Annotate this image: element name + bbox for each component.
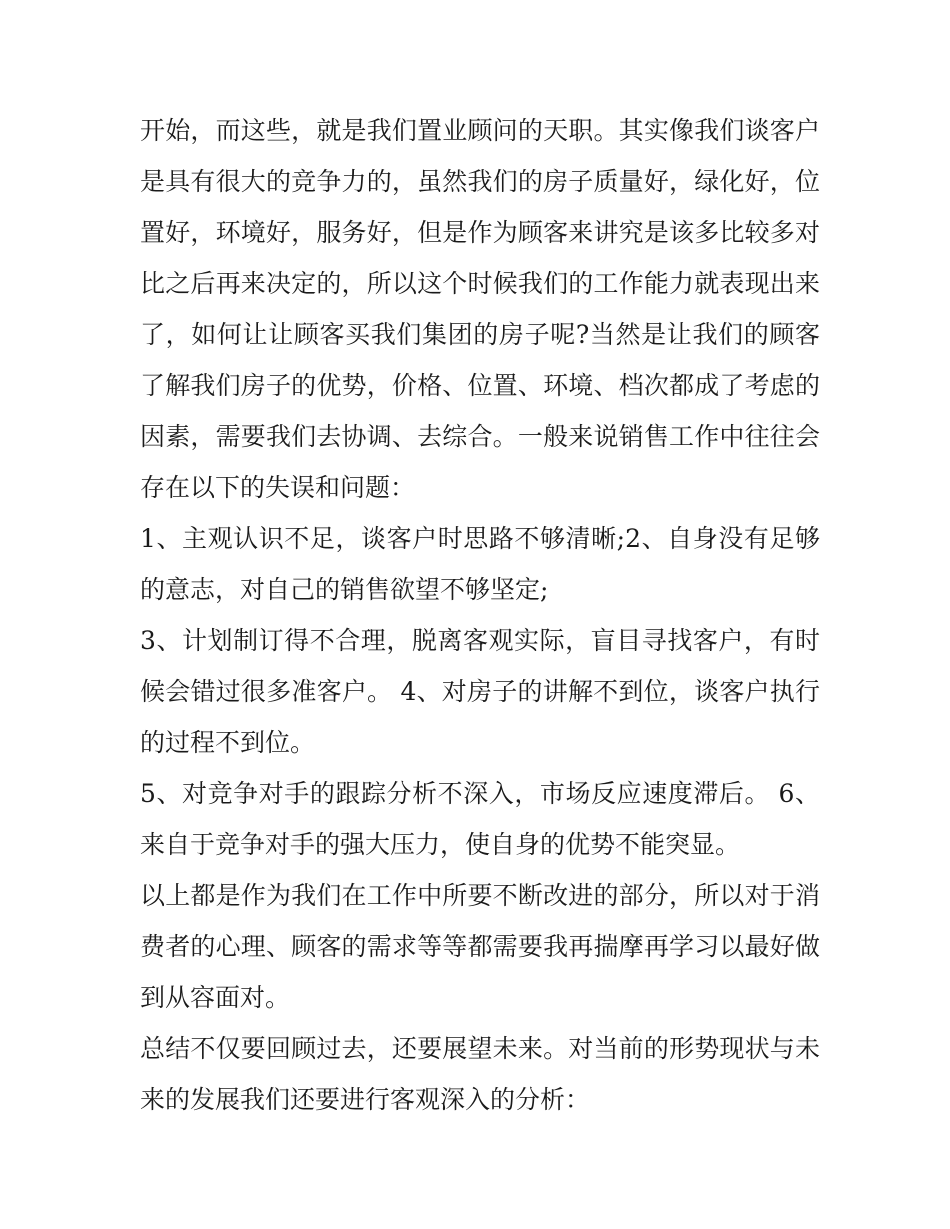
paragraph-4: 5、对竞争对手的跟踪分析不深入，市场反应速度滞后。 6、来自于竞争对手的强大压力，使自身的优势不能突显。 <box>140 779 820 859</box>
paragraph-3: 3、计划制订得不合理，脱离客观实际，盲目寻找客户，有时候会错过很多准客户。 4、对房子的讲解不到位，谈客户执行的过程不到位。 <box>140 626 820 757</box>
paragraph-2: 1、主观认识不足，谈客户时思路不够清晰;2、自身没有足够的意志，对自己的销售欲望不够坚定; <box>140 524 820 604</box>
paragraph-1: 开始，而这些，就是我们置业顾问的天职。其实像我们谈客户是具有很大的竞争力的，虽然我们的房子质量好，绿化好，位置好，环境好，服务好，但是作为顾客来讲究是该多比较多对比之后再来决定的，所以这个时候我们的工作能力就表现出来了，如何让让顾客买我们集团的房子呢?当然是让我们的顾客了解我们房子的优势，价格、位置、环境、档次都成了考虑的因素，需要我们去协调、去综合。一般来说销售工作中往往会存在以下的失误和问题： <box>140 116 820 502</box>
document-body <box>140 105 820 1125</box>
paragraph-6: 总结不仅要回顾过去，还要展望未来。对当前的形势现状与未来的发展我们还要进行客观深入的分析： <box>140 1034 820 1114</box>
paragraph-5: 以上都是作为我们在工作中所要不断改进的部分，所以对于消费者的心理、顾客的需求等等都需要我再揣摩再学习以最好做到从容面对。 <box>140 881 820 1012</box>
